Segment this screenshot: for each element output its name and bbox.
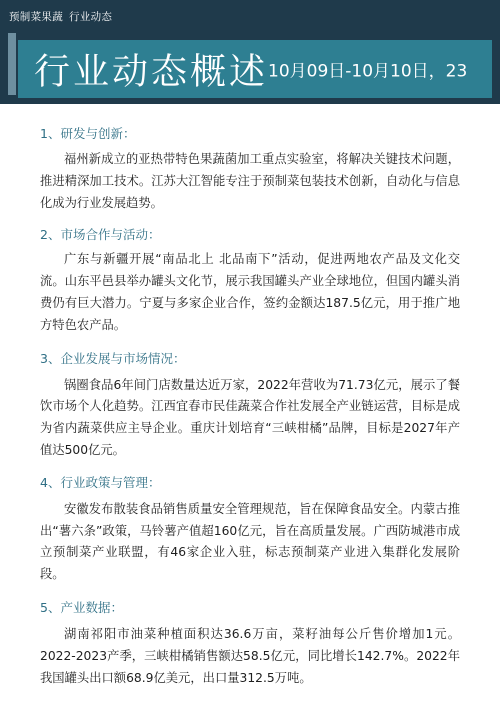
- section-industry-data: [40, 598, 460, 689]
- section-heading: 5、产业数据：: [40, 599, 123, 615]
- title-bar: [18, 40, 492, 98]
- page-title: 行业动态概述: [34, 51, 269, 93]
- header-banner: [0, 0, 500, 104]
- breadcrumb-item-category: 预制菜果蔬: [9, 11, 63, 23]
- section-body: 安徽发布散装食品销售质量安全管理规范，旨在保障食品安全。内蒙古推出“薯六条”政策，马铃薯产值超160亿元，旨在高质量发展。广西防城港市成立预制菜产业联盟，有46家企业入驻，标志预制菜产业进入集群化发展阶段。: [40, 501, 460, 582]
- section-body: 广东与新疆开展“南品北上 北品南下”活动，促进两地农产品及文化交流。山东平邑县举办罐头文化节，展示我国罐头产业全球地位，但国内罐头消费仍有巨大潜力。宁夏与多家企业合作，签约金额达187.5亿元，用于推广地方特色农产品。: [40, 252, 460, 332]
- date-range: 10月09日-10月10日，23: [268, 61, 468, 82]
- section-enterprise-development: [40, 349, 460, 462]
- accent-block: [8, 33, 16, 95]
- section-market-cooperation: [40, 225, 460, 336]
- section-body: 福州新成立的亚热带特色果蔬菌加工重点实验室，将解决关键技术问题，推进精深加工技术。江苏大江智能专注于预制菜包装技术创新，自动化与信息化成为行业发展趋势。: [40, 152, 460, 210]
- section-heading: 1、研发与创新：: [40, 126, 136, 141]
- section-heading: 4、行业政策与管理：: [40, 474, 161, 490]
- breadcrumb-item-section: 行业动态: [69, 11, 113, 23]
- section-heading: 2、市场合作与活动：: [40, 227, 161, 243]
- section-body: 锅圈食品6年间门店数量达近万家，2022年营收为71.73亿元，展示了餐饮市场个人化趋势。江西宜春市民佳蔬菜合作社发展全产业链运营，目标是成为省内蔬菜供应主导企业。重庆计划培育“三峡柑橘”品牌，目标是2027年产值达500亿元。: [40, 377, 460, 457]
- section-rnd: [40, 124, 460, 214]
- content-area: [0, 104, 500, 689]
- section-body: 湖南祁阳市油菜种植面积达36.6万亩，菜籽油每公斤售价增加1元。2022-2023产季，三峡柑橘销售额达58.5亿元，同比增长142.7%。2022年我国罐头出口额68.9亿美元，出口量312.5万吨。: [40, 626, 460, 685]
- breadcrumb: [9, 9, 112, 24]
- section-policy: [40, 473, 460, 586]
- section-heading: 3、企业发展与市场情况：: [40, 350, 186, 366]
